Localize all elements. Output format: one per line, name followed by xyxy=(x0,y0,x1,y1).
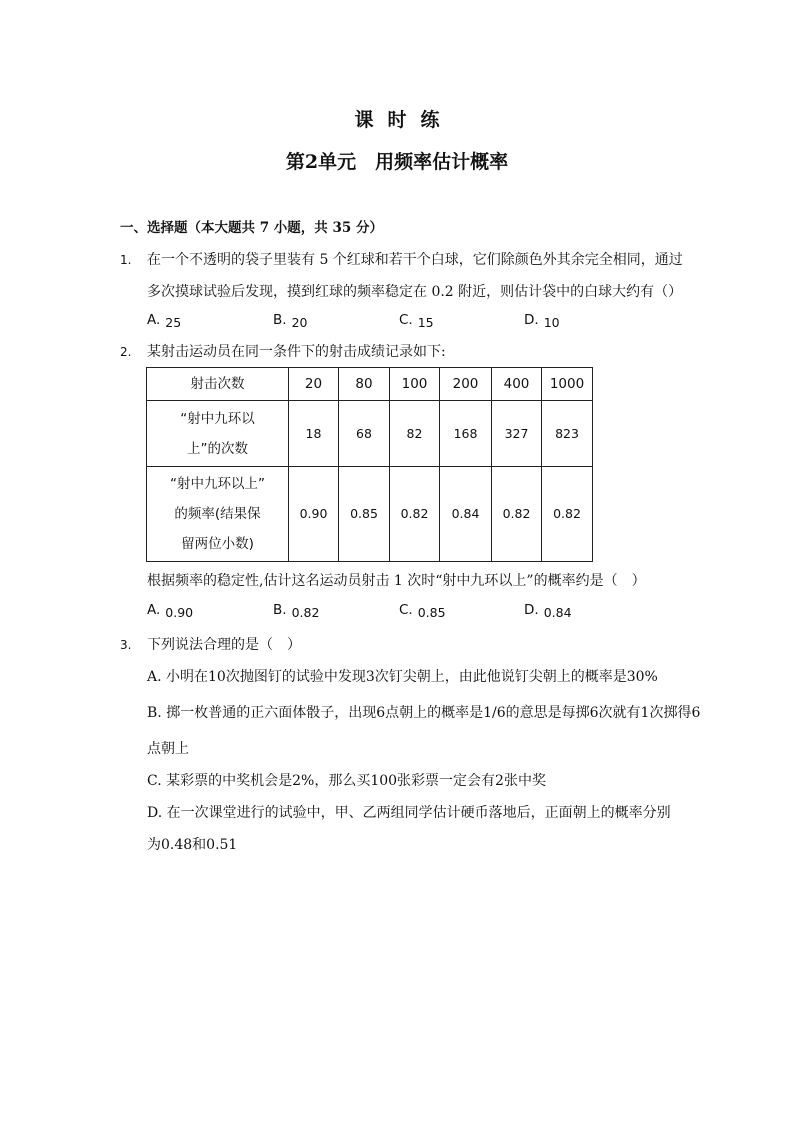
question-2-prompt: 根据频率的稳定性,估计这名运动员射击 1 次时“射中九环以上”的概率约是（ ） xyxy=(147,573,646,589)
question-3-option-b-line-1: B. 掷一枚普通的正六面体骰子，出现6点朝上的概率是1/6的意思是每掷6次就有1次掷得6 xyxy=(147,705,701,721)
table-header-line: “射中九环以上” xyxy=(170,476,265,492)
question-3-number: 3. xyxy=(120,638,132,652)
table-cell: 0.90 xyxy=(289,467,339,562)
table-cell: 400 xyxy=(492,368,542,401)
question-1-option-c: C. 15 xyxy=(399,312,434,330)
question-1-number: 1. xyxy=(120,253,132,267)
table-cell: 168 xyxy=(440,401,492,467)
table-cell: 0.82 xyxy=(542,467,593,562)
table-cell: 0.85 xyxy=(339,467,390,562)
shooting-records-table xyxy=(146,367,593,562)
table-cell: 327 xyxy=(492,401,542,467)
question-2-number: 2. xyxy=(120,345,132,359)
table-cell: 1000 xyxy=(542,368,593,401)
question-3-option-d-line-1: D. 在一次课堂进行的试验中，甲、乙两组同学估计硬币落地后，正面朝上的概率分别 xyxy=(147,805,671,821)
table-header-line: 的频率(结果保 xyxy=(174,506,261,522)
table-cell: 68 xyxy=(339,401,390,467)
table-row-header-shots: 射击次数 xyxy=(147,368,289,401)
table-cell: 82 xyxy=(390,401,440,467)
question-3-option-b-line-2: 点朝上 xyxy=(147,741,189,757)
question-1-line-2: 多次摸球试验后发现，摸到红球的频率稳定在 0.2 附近，则估计袋中的白球大约有（） xyxy=(147,284,683,300)
table-cell: 823 xyxy=(542,401,593,467)
table-cell: 200 xyxy=(440,368,492,401)
question-3-option-d-line-2: 为0.48和0.51 xyxy=(147,837,238,853)
table-row xyxy=(147,467,593,562)
question-1-option-b: B. 20 xyxy=(273,312,308,330)
question-3-prompt: 下列说法合理的是（ ） xyxy=(147,637,301,653)
question-1-option-d: D. 10 xyxy=(524,312,560,330)
question-2-option-a: A. 0.90 xyxy=(147,602,194,620)
table-header-line: “射中九环以 xyxy=(180,410,255,427)
table-cell: 80 xyxy=(339,368,390,401)
table-row-header-frequency xyxy=(147,467,289,562)
question-2-option-b: B. 0.82 xyxy=(273,602,320,620)
table-cell: 100 xyxy=(390,368,440,401)
table-header-line: 上”的次数 xyxy=(187,440,248,457)
table-cell: 20 xyxy=(289,368,339,401)
question-2-intro: 某射击运动员在同一条件下的射击成绩记录如下: xyxy=(147,344,446,360)
question-2-option-d: D. 0.84 xyxy=(524,602,572,620)
table-row-header-hits xyxy=(147,401,289,467)
table-cell: 0.82 xyxy=(390,467,440,562)
table-cell: 0.82 xyxy=(492,467,542,562)
page-subtitle: 第2单元 用频率估计概率 xyxy=(285,151,509,173)
question-1-option-a: A. 25 xyxy=(147,312,182,330)
page-title: 课时练 xyxy=(354,109,454,131)
question-2-option-c: C. 0.85 xyxy=(399,602,446,620)
question-3-option-c: C. 某彩票的中奖机会是2%，那么买100张彩票一定会有2张中奖 xyxy=(147,773,546,789)
table-cell: 18 xyxy=(289,401,339,467)
table-row xyxy=(147,368,593,401)
table-row xyxy=(147,401,593,467)
table-cell: 0.84 xyxy=(440,467,492,562)
question-1-line-1: 在一个不透明的袋子里装有 5 个红球和若干个白球，它们除颜色外其余完全相同，通过 xyxy=(147,252,683,268)
table-header-line: 留两位小数) xyxy=(181,536,254,552)
question-3-option-a: A. 小明在10次抛图钉的试验中发现3次钉尖朝上，由此他说钉尖朝上的概率是30% xyxy=(147,669,658,685)
section-heading: 一、选择题（本大题共 7 小题，共 35 分） xyxy=(120,220,383,236)
